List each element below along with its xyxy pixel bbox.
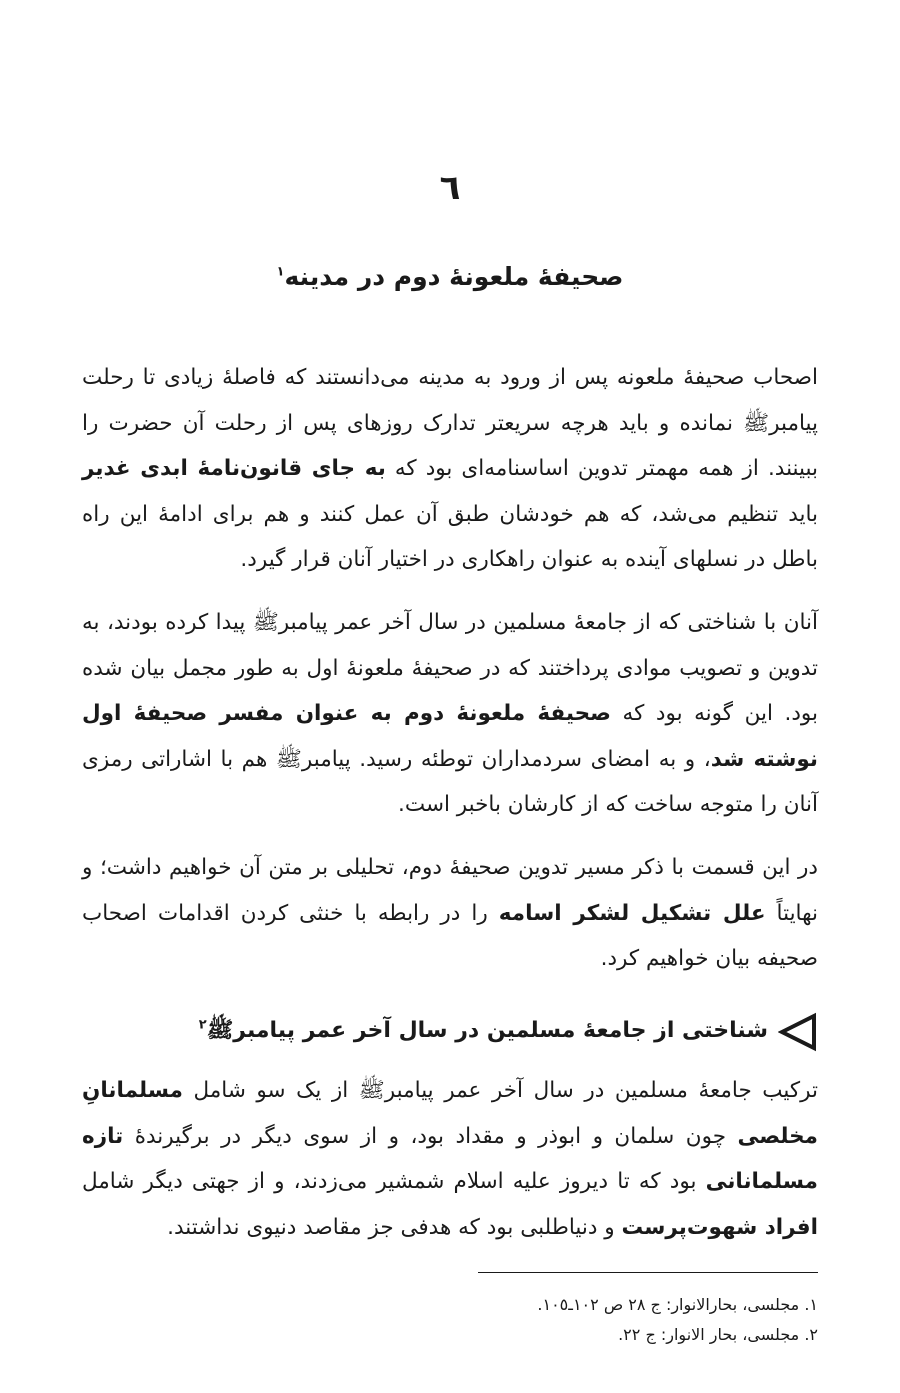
- paragraph-4-text-b: چون سلمان و ابوذر و مقداد بود، و از سوی دیگر در برگیرندۀ: [123, 1123, 738, 1149]
- chapter-title: [0, 262, 900, 291]
- paragraph-1-text-b: باید تنظیم می‌شد، که هم خودشان طبق آن عمل کنند و هم برای ادامۀ این راه باطل در نسلهای آینده به عنوان راهکاری در اختیار آنان قرار گیرد.: [82, 501, 818, 572]
- paragraph-4-text-c: بود که تا دیروز علیه اسلام شمشیر می‌زدند، و از جهتی دیگر شامل: [82, 1169, 706, 1194]
- triangle-pointer-icon: [778, 1012, 818, 1052]
- paragraph-1: [82, 355, 818, 583]
- paragraph-1-text-a: اصحاب صحیفۀ ملعونه پس از ورود به مدینه می‌دانستند که فاصلۀ زیادی تا رحلت پیامبرﷺ نمانده و باید هرچه سریعتر تدارک روزهای پس از رحلت آن حضرت را ببینند. از همه مهمتر تدوین اساسنامه‌ای بود که: [82, 365, 819, 481]
- section-heading-footnote-ref[interactable]: ٢: [198, 1017, 207, 1033]
- footnote-divider: [478, 1272, 818, 1273]
- paragraph-4-bold-c: افراد شهوت‌پرست: [621, 1214, 818, 1240]
- footnote-2: ٢. مجلسی، بحار الانوار: ج ٢٢.: [618, 1325, 818, 1344]
- footnote-1: ١. مجلسی، بحارالانوار: ج ٢٨ ص ١٠٢ـ١٠٥.: [537, 1295, 818, 1314]
- paragraph-2-bold-a: صحیفۀ ملعونۀ دوم به عنوان مفسر صحیفۀ اول نوشته شد: [82, 701, 818, 772]
- section-heading-label: شناختی از جامعۀ مسلمین در سال آخر عمر پیامبرﷺ: [206, 1018, 768, 1043]
- paragraph-3-bold-a: علل تشکیل لشکر اسامه: [498, 900, 766, 926]
- paragraph-3-text-a: در این قسمت با ذکر مسیر تدوین صحیفۀ دوم، تحلیلی بر متن آن خواهیم داشت؛ و نهایتاً: [82, 855, 818, 926]
- footnotes: [82, 1290, 818, 1350]
- paragraph-1-bold-a: به جای قانون‌نامۀ ابدی غدیر: [82, 456, 386, 481]
- chapter-title-text: صحیفۀ ملعونۀ دوم در مدینه: [284, 262, 624, 291]
- paragraph-2-text-b: ، و به امضای سردمداران توطئه رسید. پیامبرﷺ هم با اشاراتی رمزی آنان را متوجه ساخت که از کارشان باخبر است.: [82, 746, 818, 817]
- section-heading: [82, 1012, 818, 1052]
- paragraph-2-text-a: آنان با شناختی که از جامعۀ مسلمین در سال آخر عمر پیامبرﷺ پیدا کرده بودند، به تدوین و تصویب موادی پرداختند که در صحیفۀ ملعونۀ اول به طور مجمل بیان شده بود. این گونه بود که: [82, 610, 819, 726]
- paragraph-4-text-a: ترکیب جامعۀ مسلمین در سال آخر عمر پیامبرﷺ از یک سو شامل: [182, 1078, 818, 1103]
- paragraph-4-bold-b: تازه مسلمانانی: [82, 1123, 818, 1194]
- paragraph-3: [82, 845, 818, 982]
- chapter-number: ٦: [439, 168, 461, 208]
- paragraph-4: [82, 1068, 818, 1250]
- paragraph-4-text-d: و دنیاطلبی بود که هدفی جز مقاصد دنیوی نداشتند.: [167, 1214, 622, 1240]
- paragraph-4-bold-a: مسلمانانِ مخلصی: [82, 1078, 818, 1149]
- chapter-title-footnote-ref[interactable]: ١: [276, 264, 285, 280]
- section-heading-text: [199, 1016, 768, 1048]
- paragraph-2: [82, 600, 818, 828]
- paragraph-3-text-b: را در رابطه با خنثی کردن اقدامات اصحاب صحیفه بیان خواهیم کرد.: [82, 900, 818, 971]
